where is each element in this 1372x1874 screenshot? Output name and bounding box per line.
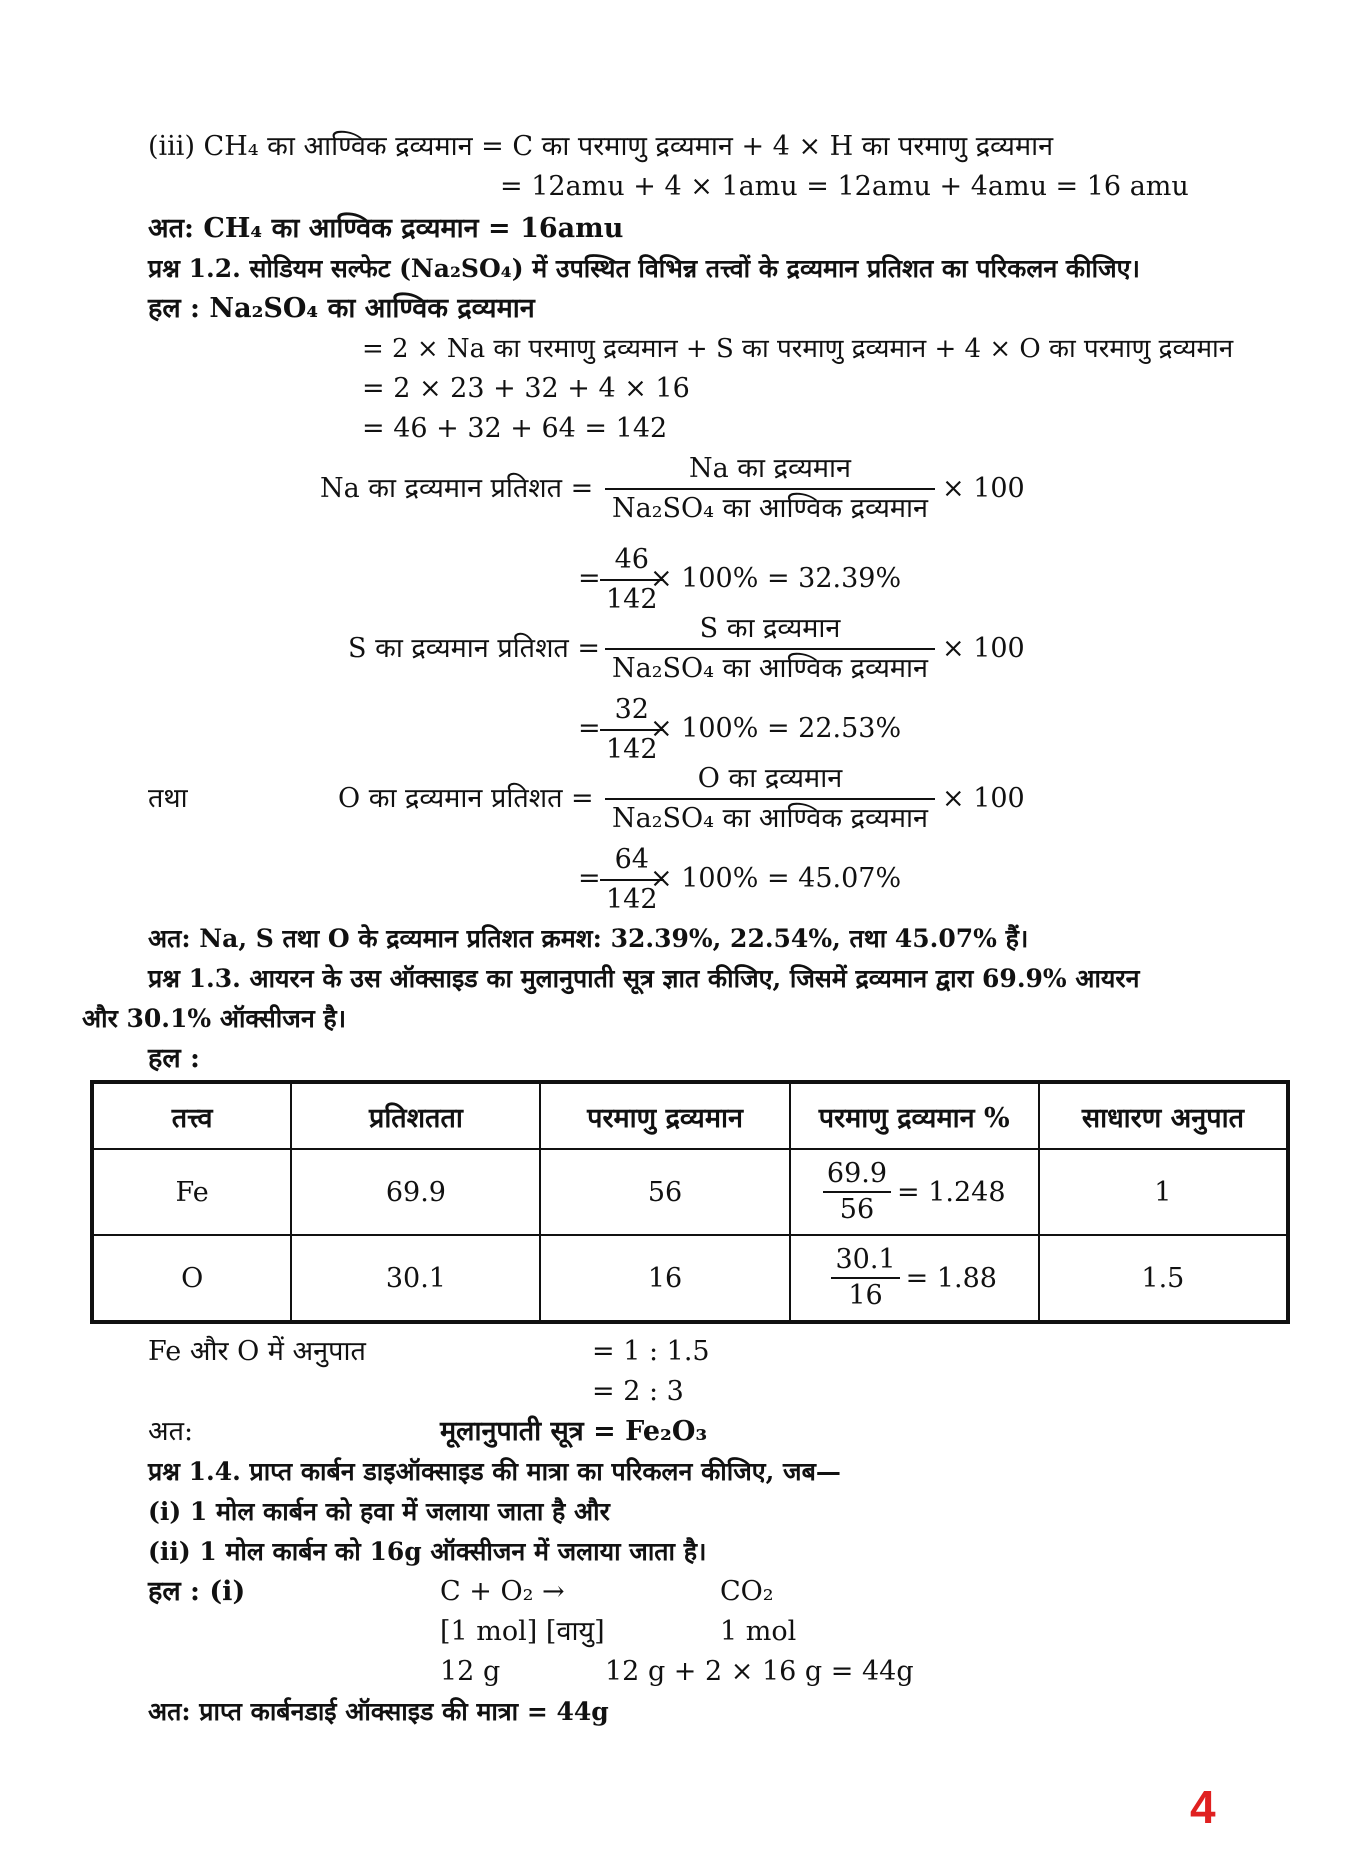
empirical-formula: मूलानुपाती सूत्र = Fe₂O₃ <box>440 1416 708 1447</box>
o-calc-numerator: 64 <box>614 844 649 875</box>
o-calc-equals: = <box>578 863 601 894</box>
na-times-100: × 100 <box>942 473 1025 504</box>
simple-ratio-cell: 1 <box>1039 1149 1288 1235</box>
s-calc-denominator: 142 <box>600 729 664 767</box>
mole-ratio-result: = 1.88 <box>905 1262 997 1294</box>
o-percent-label: O का द्रव्यमान प्रतिशत = <box>338 783 594 814</box>
mole-ratio-result: = 1.248 <box>897 1176 1006 1208</box>
na-calc-equals: = <box>578 563 601 594</box>
s-calc-numerator: 32 <box>614 694 649 725</box>
o-percent-fraction <box>605 762 935 836</box>
na-percent-fraction <box>605 452 935 526</box>
product-moles: 1 mol <box>720 1616 797 1647</box>
reactant-moles: [1 mol] [वायु] <box>440 1616 605 1647</box>
na-calc-result: × 100% = 32.39% <box>650 563 902 594</box>
ch4-conclusion: अत: CH₄ का आण्विक द्रव्यमान = 16amu <box>148 213 624 244</box>
ratio-value-1: = 1 : 1.5 <box>592 1336 710 1367</box>
reaction-equation: C + O₂ → <box>440 1576 565 1607</box>
s-fraction-numerator: S का द्रव्यमान <box>699 613 841 644</box>
page-number: 4 <box>1190 1781 1216 1833</box>
ratio-label: Fe और O में अनुपात <box>148 1336 366 1367</box>
table-header: साधारण अनुपात <box>1039 1082 1288 1149</box>
product-mass: 12 g + 2 × 16 g = 44g <box>605 1656 914 1687</box>
na-calc-numerator: 46 <box>614 544 649 575</box>
na-calc-denominator: 142 <box>600 579 664 617</box>
table-header-row <box>92 1082 1288 1149</box>
table-row <box>92 1149 1288 1235</box>
s-fraction-denominator: Na₂SO₄ का आण्विक द्रव्यमान <box>605 648 935 686</box>
s-calc-result: × 100% = 22.53% <box>650 713 902 744</box>
mole-ratio-cell <box>790 1235 1039 1322</box>
table-row <box>92 1235 1288 1322</box>
o-calc-result: × 100% = 45.07% <box>650 863 902 894</box>
element-cell: O <box>92 1235 291 1322</box>
molar-mass-result: = 46 + 32 + 64 = 142 <box>362 413 668 444</box>
empirical-formula-table <box>90 1080 1290 1324</box>
table-header: प्रतिशतता <box>291 1082 540 1149</box>
question-1-3-line-1: प्रश्न 1.3. आयरन के उस ऑक्साइड का मुलानुपाती सूत्र ज्ञात कीजिए, जिसमें द्रव्यमान द्वारा 69.9% आयरन <box>148 964 1140 993</box>
mole-ratio-cell <box>790 1149 1039 1235</box>
o-calc-denominator: 142 <box>600 879 664 917</box>
na-fraction-denominator: Na₂SO₄ का आण्विक द्रव्यमान <box>605 488 935 526</box>
na-fraction-numerator: Na का द्रव्यमान <box>689 453 851 484</box>
mole-ratio-numerator: 30.1 <box>831 1243 899 1279</box>
atah-label: अत: <box>148 1416 194 1447</box>
question-1-2: प्रश्न 1.2. सोडियम सल्फेट (Na₂SO₄) में उपस्थित विभिन्न तत्त्वों के द्रव्यमान प्रतिशत का परिकलन कीजिए। <box>148 254 1140 283</box>
molar-mass-substitution: = 2 × 23 + 32 + 4 × 16 <box>362 373 690 404</box>
simple-ratio-cell: 1.5 <box>1039 1235 1288 1322</box>
solution-heading-1-2: हल : Na₂SO₄ का आण्विक द्रव्यमान <box>148 293 535 324</box>
atomic-mass-cell: 16 <box>540 1235 789 1322</box>
solution-heading-1-4: हल : (i) <box>148 1576 246 1607</box>
reaction-product: CO₂ <box>720 1576 774 1607</box>
s-percent-fraction <box>605 612 935 686</box>
table-header: तत्त्व <box>92 1082 291 1149</box>
tatha-label: तथा <box>148 783 188 814</box>
atomic-mass-cell: 56 <box>540 1149 789 1235</box>
table-header: परमाणु द्रव्यमान % <box>790 1082 1039 1149</box>
conclusion-1-2: अत: Na, S तथा O के द्रव्यमान प्रतिशत क्रमश: 32.39%, 22.54%, तथा 45.07% हैं। <box>148 924 1029 953</box>
question-1-4-part-ii: (ii) 1 मोल कार्बन को 16g ऑक्सीजन में जलाया जाता है। <box>148 1537 707 1566</box>
percent-cell: 69.9 <box>291 1149 540 1235</box>
s-percent-label: S का द्रव्यमान प्रतिशत = <box>348 633 601 664</box>
mole-ratio-denominator: 16 <box>848 1280 883 1311</box>
table-header: परमाणु द्रव्यमान <box>540 1082 789 1149</box>
o-fraction-numerator: O का द्रव्यमान <box>697 763 843 794</box>
o-fraction-denominator: Na₂SO₄ का आण्विक द्रव्यमान <box>605 798 935 836</box>
ratio-value-2: = 2 : 3 <box>592 1376 684 1407</box>
mole-ratio-denominator: 56 <box>839 1194 875 1225</box>
question-1-4-part-i: (i) 1 मोल कार्बन को हवा में जलाया जाता है और <box>148 1497 610 1526</box>
solution-heading-1-3: हल : <box>148 1043 201 1074</box>
reactant-mass: 12 g <box>440 1656 501 1687</box>
conclusion-1-4: अत: प्राप्त कार्बनडाई ऑक्साइड की मात्रा = 44g <box>148 1697 609 1726</box>
s-calc-equals: = <box>578 713 601 744</box>
element-cell: Fe <box>92 1149 291 1235</box>
percent-cell: 30.1 <box>291 1235 540 1322</box>
mole-ratio-numerator: 69.9 <box>823 1157 891 1193</box>
ch4-mass-line: (iii) CH₄ का आण्विक द्रव्यमान = C का परमाणु द्रव्यमान + 4 × H का परमाणु द्रव्यमान <box>148 131 1054 162</box>
question-1-3-line-2: और 30.1% ऑक्सीजन है। <box>82 1004 347 1033</box>
ch4-mass-calc: = 12amu + 4 × 1amu = 12amu + 4amu = 16 amu <box>500 171 1189 202</box>
s-times-100: × 100 <box>942 633 1025 664</box>
question-1-4: प्रश्न 1.4. प्राप्त कार्बन डाइऑक्साइड की मात्रा का परिकलन कीजिए, जब— <box>148 1457 841 1486</box>
o-times-100: × 100 <box>942 783 1025 814</box>
molar-mass-formula: = 2 × Na का परमाणु द्रव्यमान + S का परमाणु द्रव्यमान + 4 × O का परमाणु द्रव्यमान <box>362 334 1234 364</box>
na-percent-label: Na का द्रव्यमान प्रतिशत = <box>320 473 594 504</box>
